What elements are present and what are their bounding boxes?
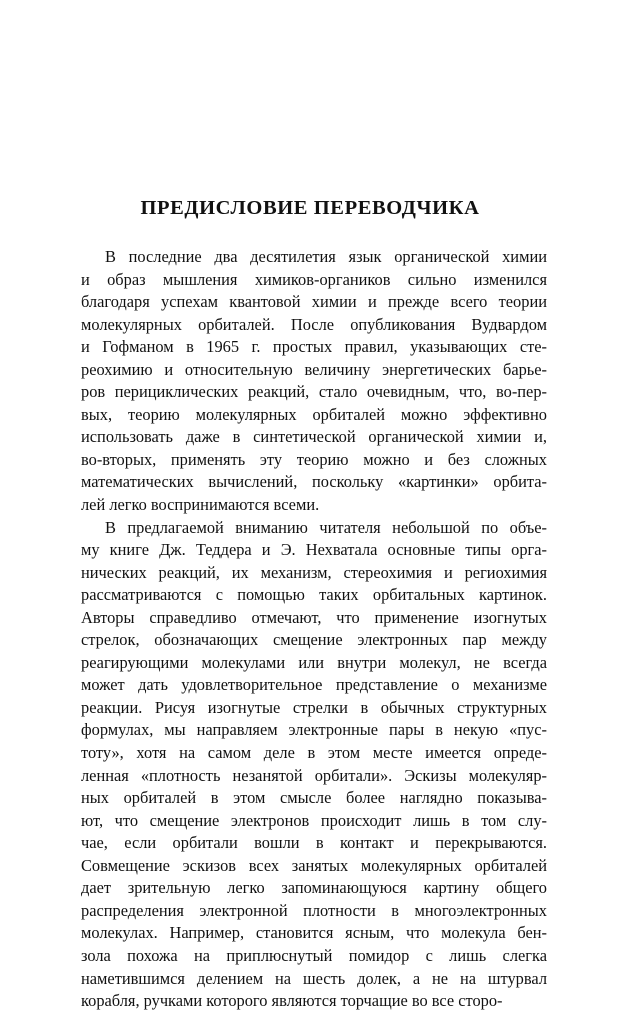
text-line: В предлагаемой вниманию читателя небольшой по объе-: [105, 517, 547, 537]
text-line: и образ мышления химиков-органиков сильно изменился: [81, 269, 547, 289]
text-line: реакции. Рисуя изогнутые стрелки в обычных структурных: [81, 697, 547, 717]
text-line: ров перициклических реакций, стало очевидным, что, во-пер-: [81, 382, 547, 402]
text-line: тоту», хотя на самом деле в этом месте имеется опреде-: [81, 743, 547, 763]
text-line: Авторы справедливо отмечают, что применение изогнутых: [81, 607, 547, 627]
text-line: корабля, ручками которого являются торчащие во все сторо-: [81, 991, 503, 1011]
text-line: может дать удовлетворительное представление о механизме: [81, 675, 547, 695]
text-line: му книге Дж. Теддера и Э. Нехватала основные типы орга-: [81, 540, 547, 560]
text-line: благодаря успехам квантовой химии и прежде всего теории: [81, 292, 547, 312]
text-line: ленная «плотность незанятой орбитали». Эскизы молекуляр-: [81, 765, 547, 785]
text-line: молекулярных орбиталей. После опубликования Вудвардом: [81, 314, 547, 334]
text-line: нических реакций, их механизм, стереохимия и региохимия: [81, 562, 547, 582]
paragraph: [81, 246, 547, 517]
text-line: вых, теорию молекулярных орбиталей можно эффективно: [81, 404, 547, 424]
paragraph: [81, 517, 547, 1013]
text-line: ют, что смещение электронов происходит лишь в том слу-: [81, 810, 547, 830]
text-line: реохимию и относительную величину энергетических барье-: [81, 359, 547, 379]
text-line: молекулах. Например, становится ясным, что молекула бен-: [81, 923, 547, 943]
text-line: стрелок, обозначающих смещение электронных пар между: [81, 630, 547, 650]
text-line: дает зрительную легко запоминающуюся картину общего: [81, 878, 547, 898]
text-line: во-вторых, применять эту теорию можно и без сложных: [81, 449, 547, 469]
text-line: использовать даже в синтетической органической химии и,: [81, 427, 547, 447]
text-line: чае, если орбитали вошли в контакт и перекрываются.: [81, 833, 547, 853]
text-line: наметившимся делением на шесть долек, а не на штурвал: [81, 968, 547, 988]
text-line: формулах, мы направляем электронные пары в некую «пус-: [81, 720, 547, 740]
text-line: В последние два десятилетия язык органической химии: [105, 247, 547, 266]
body-text: [81, 246, 547, 1013]
text-line: рассматриваются с помощью таких орбитальных картинок.: [81, 585, 547, 605]
text-line: математических вычислений, поскольку «картинки» орбита-: [81, 472, 547, 492]
text-line: зола похожа на приплюснутый помидор с лишь слегка: [81, 945, 547, 965]
text-line: и Гофманом в 1965 г. простых правил, указывающих сте-: [81, 337, 547, 357]
chapter-title: ПРЕДИСЛОВИЕ ПЕРЕВОДЧИКА: [140, 197, 480, 219]
text-line: реагирующими молекулами или внутри молекул, не всегда: [81, 652, 547, 672]
text-line: распределения электронной плотности в многоэлектронных: [81, 900, 547, 920]
text-line: ных орбиталей в этом смысле более наглядно показыва-: [81, 788, 547, 808]
text-line: лей легко воспринимаются всеми.: [81, 495, 320, 515]
text-line: Совмещение эскизов всех занятых молекулярных орбиталей: [81, 855, 547, 875]
